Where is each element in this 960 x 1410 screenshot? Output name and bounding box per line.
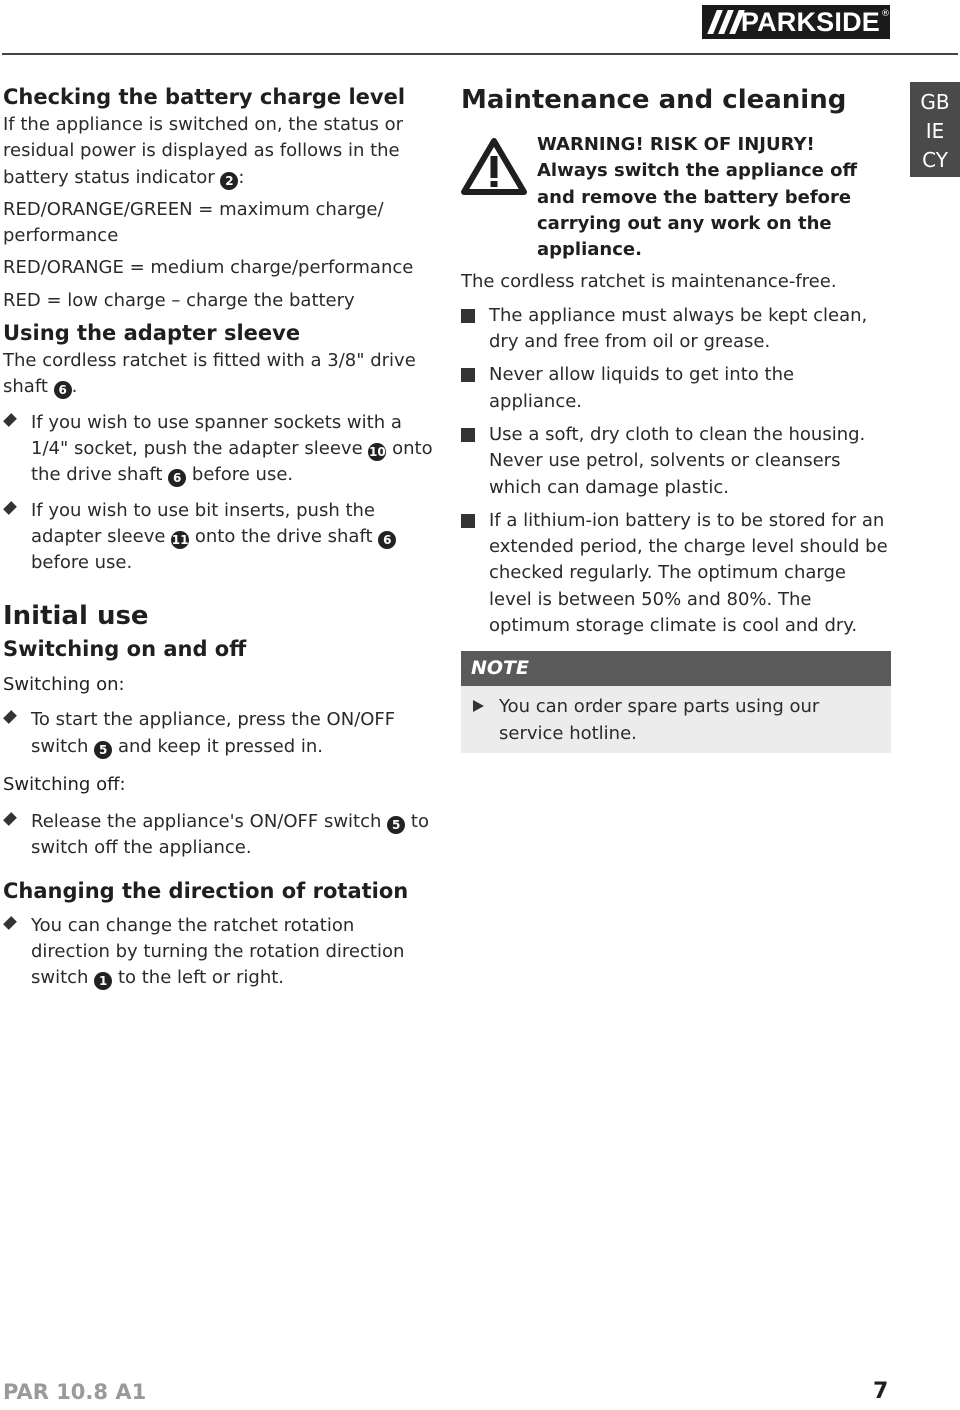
list-item: [461, 422, 891, 501]
list-item: [461, 303, 891, 356]
lang-code: GB: [920, 90, 950, 114]
brand-name: PARKSIDE: [740, 7, 880, 37]
maintenance-list: [461, 303, 891, 640]
square-bullet-icon: [461, 368, 475, 382]
level-max: RED/ORANGE/GREEN = maximum charge/ performance: [3, 198, 384, 247]
item-text: The appliance must always be kept clean, dry and free from oil or grease.: [489, 304, 868, 353]
item-text: Use a soft, dry cloth to clean the housing. Never use petrol, solvents or cleansers which can damage plastic.: [489, 423, 866, 498]
ref-number: 6: [378, 531, 396, 549]
adapter-intro-end: .: [71, 376, 78, 398]
adapter-intro: [3, 348, 433, 401]
level-medium: RED/ORANGE = medium charge/performance: [3, 257, 414, 279]
list-item: [461, 508, 891, 639]
ref-number: 1: [94, 972, 112, 990]
maintenance-free-text: The cordless ratchet is maintenance-free.: [461, 271, 837, 293]
diamond-bullet-icon: [3, 413, 17, 427]
note-title: NOTE: [461, 651, 891, 686]
list-item: [461, 362, 891, 415]
item-text: Release the appliance's ON/OFF switch: [31, 811, 382, 833]
page-number: 7: [873, 1379, 889, 1404]
item-text: You can change the ratchet rotation direction by turning the rotation direction switch: [31, 914, 405, 989]
registered-mark: ®: [881, 9, 890, 19]
initial-use-heading: Initial use: [3, 601, 149, 632]
warning-triangle-icon: [461, 132, 527, 263]
item-text: If you wish to use spanner sockets with a 1/4" socket, push the adapter sleeve: [31, 411, 402, 459]
battery-heading: Checking the battery charge level: [3, 85, 406, 109]
item-text: to switch off the appliance.: [31, 811, 429, 859]
warning-box: [461, 132, 891, 263]
item-text: onto the drive shaft: [194, 525, 373, 547]
ref-number: 2: [220, 172, 238, 190]
level-low: RED = low charge – charge the battery: [3, 289, 355, 311]
warning-text: WARNING! RISK OF INJURY! Always switch the appliance off and remove the battery before carrying out any work on the appliance.: [537, 134, 858, 261]
list-item: [3, 410, 433, 489]
list-item: [3, 809, 433, 862]
model-number: PAR 10.8 A1: [3, 1380, 147, 1404]
maintenance-heading: Maintenance and cleaning: [461, 85, 847, 115]
battery-intro: [3, 112, 433, 191]
diamond-bullet-icon: [3, 812, 17, 826]
left-column: [3, 82, 433, 992]
item-text: If a lithium-ion battery is to be stored for an extended period, the charge level should be checked regularly. The optimum charge level is between 50% and 80%. The optimum storage climate is cool and dry.: [489, 509, 888, 637]
rotation-bullets: [3, 913, 433, 992]
on-off-heading: Switching on and off: [3, 637, 247, 662]
right-column: [461, 82, 891, 753]
ref-number: 11: [171, 532, 189, 547]
switching-on-label: Switching on:: [3, 674, 125, 696]
item-text: onto the drive shaft: [31, 437, 433, 486]
adapter-bullets: [3, 410, 433, 577]
language-tab: [910, 82, 960, 177]
list-item: [3, 498, 433, 577]
ref-number: 10: [369, 444, 386, 459]
on-bullets: [3, 707, 433, 760]
lang-code: IE: [925, 119, 945, 143]
battery-intro-text: If the appliance is switched on, the status or residual power is displayed as follows in the battery status indicator: [3, 114, 403, 188]
ref-number: 6: [168, 469, 186, 487]
lang-code: CY: [922, 148, 948, 172]
list-item: [3, 707, 433, 760]
arrow-right-icon: [473, 700, 484, 712]
ref-number: 5: [94, 741, 112, 759]
note-text: You can order spare parts using our service hotline.: [499, 696, 820, 744]
ref-number: 5: [387, 816, 405, 834]
ref-number: 6: [54, 381, 72, 399]
diamond-bullet-icon: [3, 501, 17, 515]
item-text: and keep it pressed in.: [117, 735, 323, 757]
item-text: before use.: [191, 464, 294, 486]
note-box: [461, 651, 891, 753]
square-bullet-icon: [461, 514, 475, 528]
item-text: before use.: [31, 552, 133, 574]
item-text: Never allow liquids to get into the appliance.: [489, 364, 795, 412]
item-text: If you wish to use bit inserts, push the adapter sleeve: [31, 499, 375, 547]
item-text: To start the appliance, press the ON/OFF switch: [31, 709, 396, 757]
note-body: [461, 686, 891, 753]
rotation-heading: Changing the direction of rotation: [3, 878, 409, 903]
square-bullet-icon: [461, 309, 475, 323]
list-item: [3, 913, 433, 992]
header-rule: [2, 53, 958, 55]
adapter-intro-text: The cordless ratchet is fitted with a 3/8" drive shaft: [3, 350, 416, 398]
adapter-heading: Using the adapter sleeve: [3, 321, 301, 346]
parkside-logo: [702, 5, 890, 39]
logo-slashes-icon: [702, 5, 741, 39]
diamond-bullet-icon: [3, 916, 17, 930]
square-bullet-icon: [461, 428, 475, 442]
off-bullets: [3, 809, 433, 862]
item-text: to the left or right.: [117, 967, 285, 989]
diamond-bullet-icon: [3, 711, 17, 725]
switching-off-label: Switching off:: [3, 774, 126, 796]
battery-intro-end: :: [238, 166, 245, 188]
